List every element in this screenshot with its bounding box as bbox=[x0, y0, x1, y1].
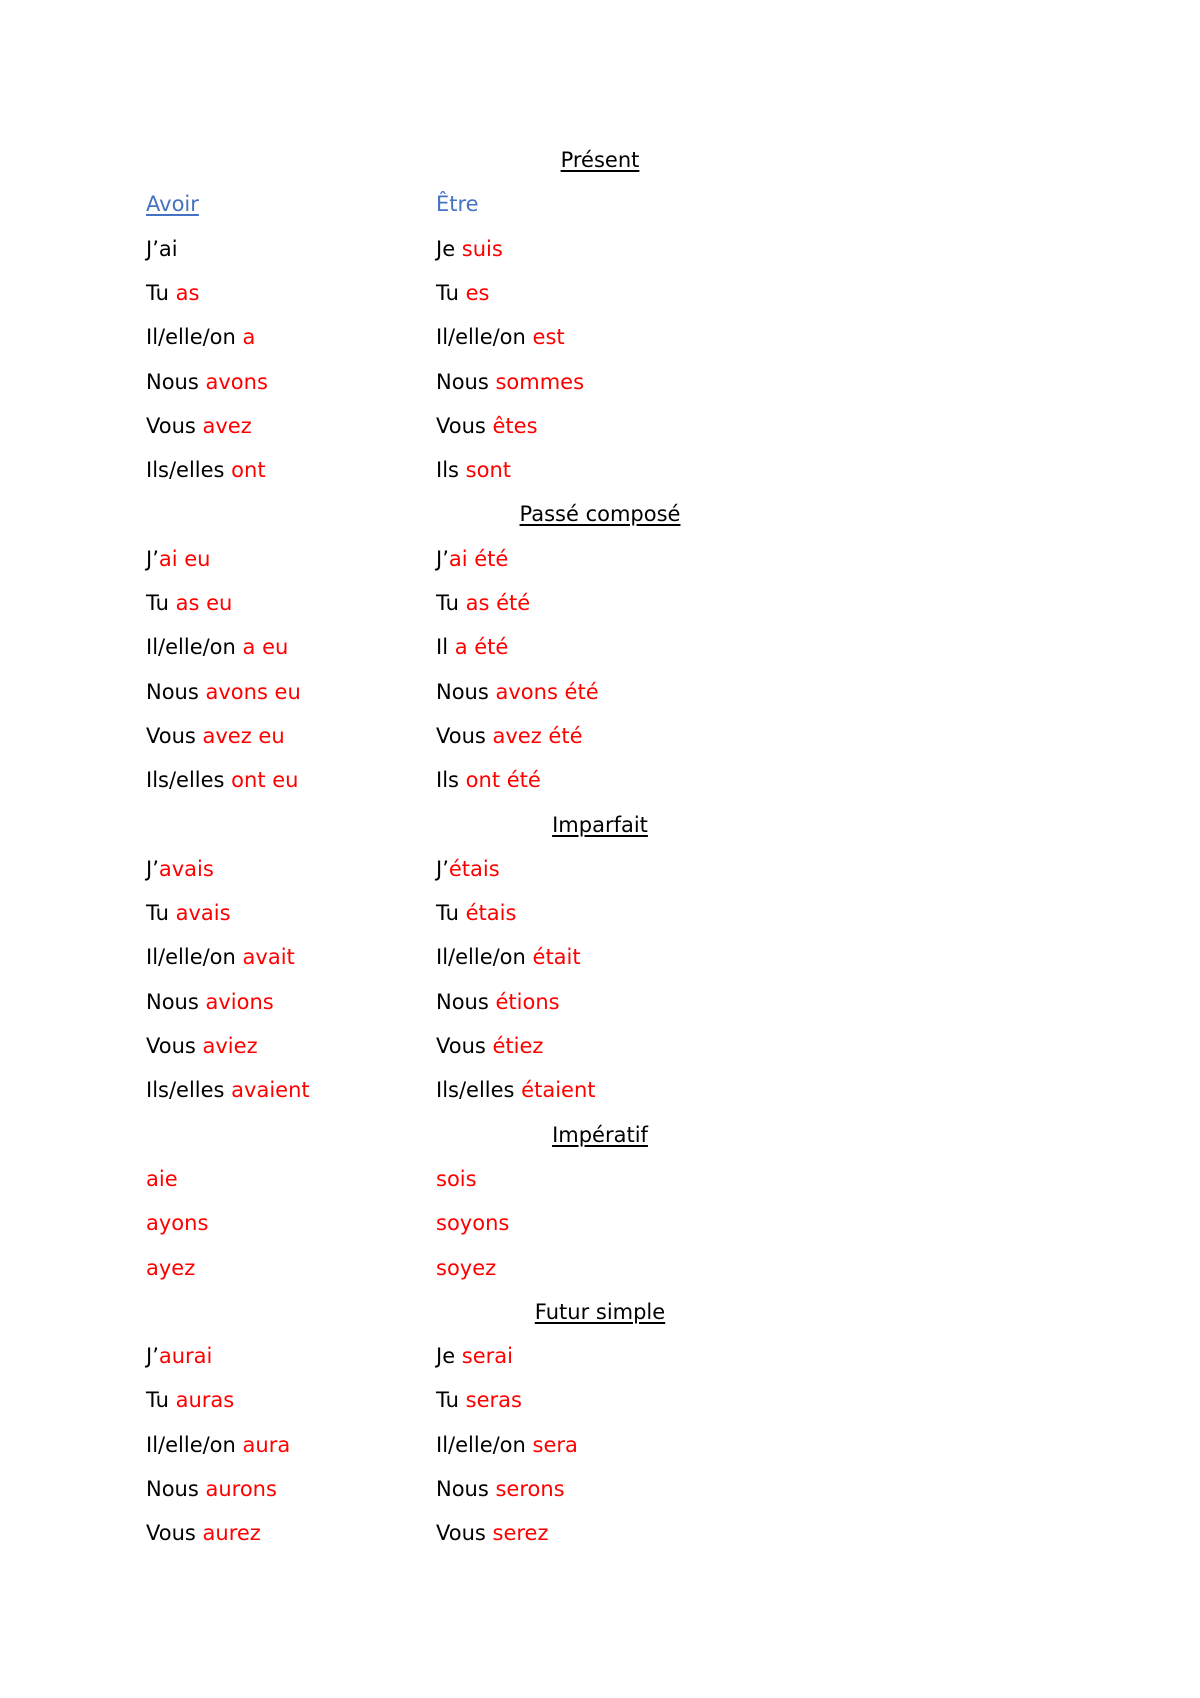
conjugation-etre bbox=[436, 589, 530, 617]
pronoun: Il/elle/on bbox=[436, 945, 533, 970]
verb-form: étais bbox=[465, 901, 517, 926]
pronoun: Nous bbox=[146, 369, 206, 394]
verb-header-etre: Être bbox=[436, 192, 479, 217]
conjugation-etre bbox=[436, 1431, 578, 1459]
conjugation-etre bbox=[436, 235, 503, 263]
verb-form: avait bbox=[242, 945, 295, 970]
verb-form: seras bbox=[465, 1388, 522, 1413]
pronoun: Vous bbox=[146, 723, 203, 748]
verb-form: sont bbox=[465, 458, 511, 483]
conjugation-avoir bbox=[146, 412, 252, 440]
verb-form: ai été bbox=[448, 546, 509, 571]
verb-form: avions bbox=[205, 989, 274, 1014]
verb-form: avaient bbox=[231, 1078, 310, 1103]
conjugation-avoir bbox=[146, 722, 285, 750]
verb-form: étions bbox=[495, 989, 560, 1014]
pronoun: J’ bbox=[436, 546, 449, 571]
verb-form: avais bbox=[175, 901, 231, 926]
pronoun: J’ bbox=[146, 856, 159, 881]
verb-form: étiez bbox=[492, 1034, 544, 1058]
conjugation-etre bbox=[436, 1165, 477, 1193]
pronoun: Ils/elles bbox=[146, 768, 232, 793]
verb-form: soyez bbox=[436, 1255, 497, 1280]
conjugation-etre bbox=[436, 1475, 565, 1503]
verb-form: suis bbox=[461, 236, 503, 261]
conjugation-avoir bbox=[146, 545, 210, 573]
verb-form: ont bbox=[231, 458, 266, 483]
conjugation-etre bbox=[436, 412, 538, 440]
pronoun: Tu bbox=[146, 280, 176, 305]
conjugation-etre bbox=[436, 722, 583, 750]
conjugation-avoir bbox=[146, 988, 274, 1016]
verb-form: serez bbox=[492, 1521, 549, 1546]
conjugation-etre bbox=[436, 545, 508, 573]
conjugation-avoir bbox=[146, 235, 178, 263]
pronoun: Il/elle/on bbox=[436, 325, 533, 350]
verb-form: avons bbox=[205, 369, 268, 394]
pronoun: Ils/elles bbox=[146, 458, 232, 483]
conjugation-etre bbox=[436, 1209, 509, 1237]
conjugation-etre bbox=[436, 988, 560, 1016]
pronoun: Vous bbox=[146, 1521, 203, 1546]
verb-form: aurez bbox=[202, 1521, 261, 1546]
conjugation-avoir bbox=[146, 1076, 310, 1104]
conjugation-avoir bbox=[146, 1475, 277, 1503]
conjugation-avoir bbox=[146, 899, 231, 927]
verb-form: avons été bbox=[495, 679, 599, 704]
conjugation-etre bbox=[436, 1519, 549, 1547]
verb-form: as bbox=[175, 280, 200, 305]
verb-header-avoir: Avoir bbox=[146, 192, 199, 217]
conjugation-avoir bbox=[146, 368, 268, 396]
pronoun: Nous bbox=[146, 679, 206, 704]
verb-form: aurons bbox=[205, 1477, 277, 1501]
pronoun: Tu bbox=[146, 591, 176, 615]
pronoun: Vous bbox=[146, 1034, 203, 1058]
pronoun: Vous bbox=[146, 413, 203, 438]
pronoun: Vous bbox=[436, 1521, 493, 1546]
verb-form: ont eu bbox=[231, 768, 299, 793]
verb-form: ont été bbox=[465, 768, 541, 793]
verb-form: aviez bbox=[202, 1034, 258, 1058]
conjugation-etre bbox=[436, 1254, 496, 1282]
verb-form: ai eu bbox=[158, 546, 211, 571]
conjugation-etre bbox=[436, 678, 599, 706]
verb-form: aura bbox=[242, 1432, 291, 1457]
pronoun: Ils/elles bbox=[436, 1078, 522, 1103]
pronoun: Vous bbox=[436, 1034, 493, 1058]
conjugation-avoir bbox=[146, 1519, 261, 1547]
verb-form: auras bbox=[175, 1388, 235, 1413]
conjugation-etre bbox=[436, 323, 565, 351]
verb-form: êtes bbox=[492, 413, 538, 438]
pronoun: Il/elle/on bbox=[146, 1432, 243, 1457]
verb-form: aie bbox=[146, 1166, 178, 1191]
pronoun: Il/elle/on bbox=[146, 635, 243, 660]
pronoun: Je bbox=[436, 236, 462, 261]
section-title: Futur simple bbox=[534, 1299, 666, 1324]
conjugation-etre bbox=[436, 456, 511, 484]
verb-form: est bbox=[532, 325, 565, 350]
verb-form: soyons bbox=[436, 1211, 510, 1236]
verb-form: a eu bbox=[242, 635, 289, 660]
pronoun: Nous bbox=[436, 1477, 496, 1501]
conjugation-avoir bbox=[146, 943, 295, 971]
conjugation-etre bbox=[436, 943, 581, 971]
verb-form: avez eu bbox=[202, 723, 285, 748]
conjugation-avoir bbox=[146, 1209, 208, 1237]
verb-form: a été bbox=[454, 635, 509, 660]
conjugation-avoir bbox=[146, 855, 214, 883]
verb-form: avais bbox=[158, 856, 214, 881]
verb-form: étais bbox=[448, 856, 500, 881]
pronoun: Nous bbox=[436, 679, 496, 704]
pronoun: J’ bbox=[146, 1344, 159, 1369]
conjugation-avoir bbox=[146, 766, 298, 794]
conjugation-etre bbox=[436, 899, 516, 927]
pronoun: Il/elle/on bbox=[146, 325, 243, 350]
conjugation-avoir bbox=[146, 323, 255, 351]
pronoun: Ils bbox=[436, 768, 466, 793]
conjugation-avoir bbox=[146, 279, 199, 307]
verb-form: était bbox=[532, 945, 581, 970]
verb-form: as été bbox=[465, 591, 531, 615]
conjugation-etre bbox=[436, 1342, 513, 1370]
pronoun: J’ bbox=[436, 856, 449, 881]
verb-form: avez été bbox=[492, 723, 583, 748]
pronoun: Tu bbox=[146, 1388, 176, 1413]
section-title: Impératif bbox=[552, 1122, 648, 1147]
conjugation-etre bbox=[436, 1386, 522, 1414]
verb-form: aurai bbox=[158, 1344, 213, 1369]
pronoun: Vous bbox=[436, 413, 493, 438]
pronoun: Tu bbox=[436, 901, 466, 926]
conjugation-avoir bbox=[146, 1431, 290, 1459]
pronoun: Ils bbox=[436, 458, 466, 483]
pronoun: Je bbox=[436, 1344, 462, 1369]
verb-form: sommes bbox=[495, 369, 585, 394]
section-title: Passé composé bbox=[519, 502, 681, 527]
verb-form: ayons bbox=[146, 1211, 209, 1236]
section-title: Présent bbox=[560, 148, 640, 172]
conjugation-avoir bbox=[146, 456, 266, 484]
conjugation-etre bbox=[436, 855, 500, 883]
conjugation-avoir bbox=[146, 1165, 178, 1193]
conjugation-etre bbox=[436, 1076, 596, 1104]
verb-form: ayez bbox=[146, 1255, 196, 1280]
verb-form: as eu bbox=[175, 591, 233, 615]
verb-form: serons bbox=[495, 1477, 565, 1501]
conjugation-avoir bbox=[146, 589, 232, 617]
pronoun: Vous bbox=[436, 723, 493, 748]
pronoun: Il/elle/on bbox=[146, 945, 243, 970]
conjugation-avoir bbox=[146, 678, 301, 706]
conjugation-avoir bbox=[146, 1386, 234, 1414]
pronoun: J’ bbox=[146, 546, 159, 571]
pronoun: Tu bbox=[436, 1388, 466, 1413]
pronoun: Nous bbox=[146, 1477, 206, 1501]
conjugation-etre bbox=[436, 1032, 543, 1060]
pronoun: Tu bbox=[146, 901, 176, 926]
conjugation-avoir bbox=[146, 1342, 212, 1370]
pronoun: Nous bbox=[436, 369, 496, 394]
conjugation-etre bbox=[436, 279, 490, 307]
verb-form: es bbox=[465, 280, 490, 305]
conjugation-avoir bbox=[146, 1254, 195, 1282]
pronoun: Il/elle/on bbox=[436, 1432, 533, 1457]
verb-form: avez bbox=[202, 413, 252, 438]
pronoun: J’ai bbox=[146, 236, 178, 261]
pronoun: Ils/elles bbox=[146, 1078, 232, 1103]
pronoun: Tu bbox=[436, 591, 466, 615]
verb-form: serai bbox=[461, 1344, 513, 1369]
verb-form: sera bbox=[532, 1432, 578, 1457]
verb-form: a bbox=[242, 325, 256, 350]
verb-form: avons eu bbox=[205, 679, 301, 704]
conjugation-etre bbox=[436, 368, 584, 396]
section-title: Imparfait bbox=[552, 812, 648, 837]
pronoun: Il bbox=[436, 635, 455, 660]
pronoun: Nous bbox=[436, 989, 496, 1014]
pronoun: Nous bbox=[146, 989, 206, 1014]
verb-form: sois bbox=[436, 1166, 477, 1191]
conjugation-etre bbox=[436, 633, 508, 661]
conjugation-etre bbox=[436, 766, 541, 794]
conjugation-avoir bbox=[146, 1032, 258, 1060]
verb-form: étaient bbox=[521, 1078, 596, 1103]
pronoun: Tu bbox=[436, 280, 466, 305]
conjugation-avoir bbox=[146, 633, 288, 661]
